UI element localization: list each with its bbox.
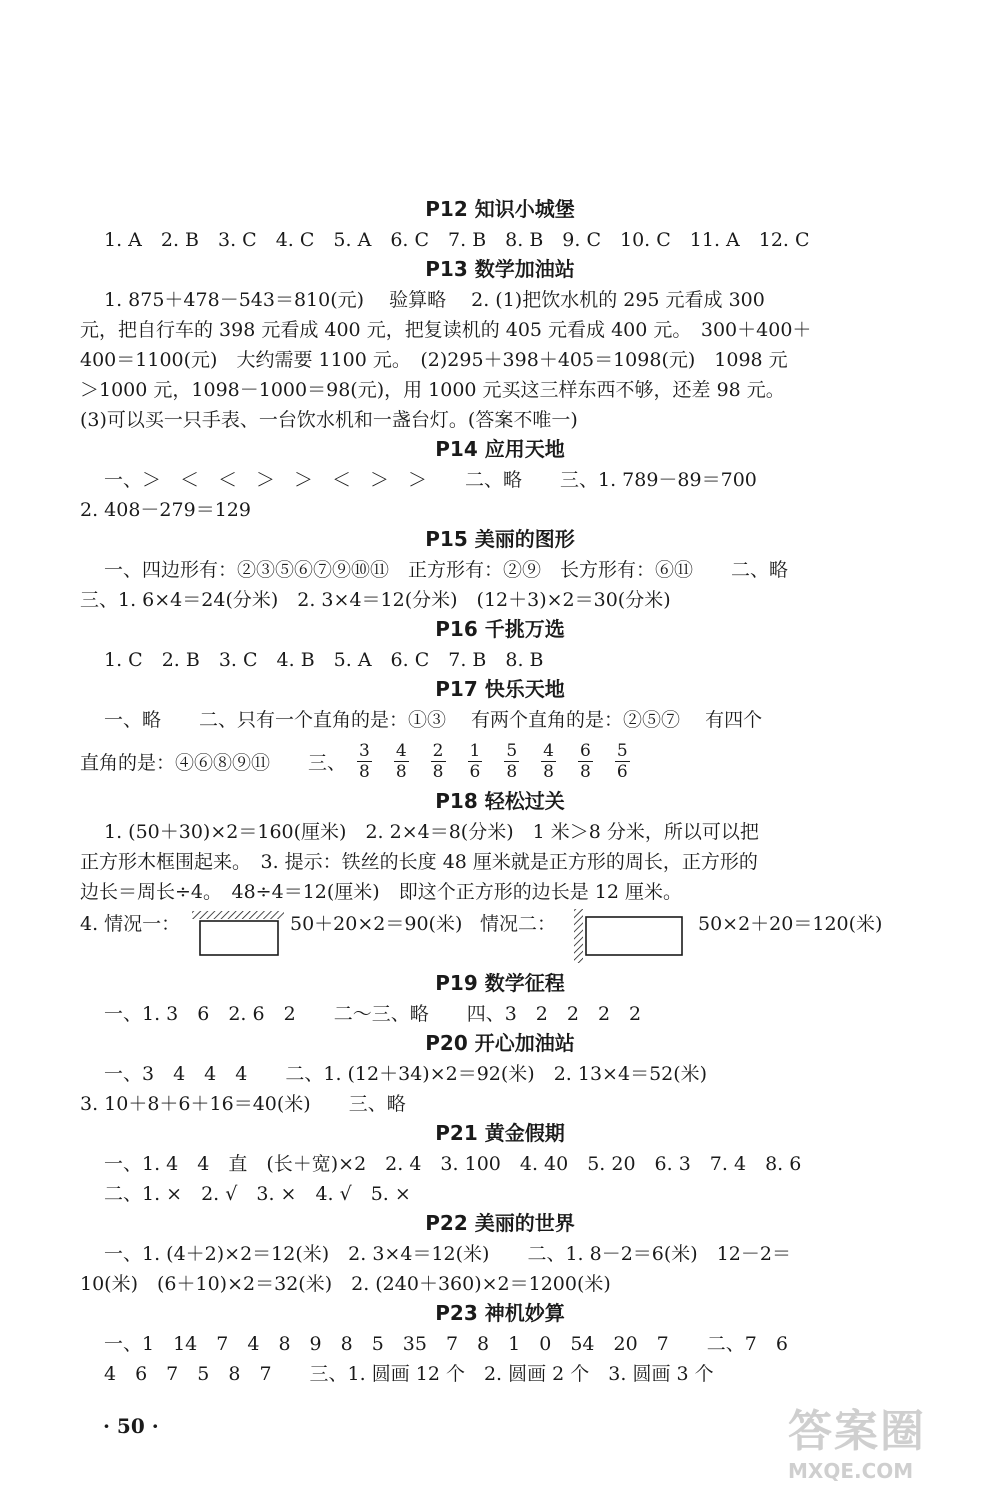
fraction-denominator: 8 (359, 761, 370, 782)
p13-line-3: 400＝1100(元) 大约需要 1100 元。 (2)295＋398＋405＝1098(元) 1098 元 (80, 349, 788, 371)
fraction (394, 741, 409, 782)
fraction-denominator: 8 (506, 761, 518, 782)
p15-line-2: 三、1. 6×4＝24(分米) 2. 3×4＝12(分米) (12＋3)×2＝30(分米) (80, 589, 671, 611)
p18-line-1: 1. (50＋30)×2＝160(厘米) 2. 2×4＝8(分米) 1 米＞8 分米，所以可以把 (104, 821, 759, 843)
rectangle-field (200, 921, 278, 955)
section-title-p15: P15 美丽的图形 (425, 527, 575, 551)
p21-line-1: 一、1. 4 4 直 (长＋宽)×2 2. 4 3. 100 4. 40 5. 20 6. 3 7. 4 8. 6 (104, 1153, 802, 1175)
section-title-p14: P14 应用天地 (435, 437, 565, 461)
fraction-denominator: 6 (616, 761, 628, 782)
section-title-p12: P12 知识小城堡 (425, 197, 575, 221)
fraction-numerator: 3 (359, 740, 370, 761)
p14-line-2: 2. 408－279＝129 (80, 499, 251, 521)
fraction-numerator: 4 (543, 740, 554, 761)
wall-hatch (574, 909, 583, 963)
fraction-denominator: 8 (395, 761, 407, 782)
section-title-p17: P17 快乐天地 (435, 677, 565, 701)
answer-content (80, 195, 920, 1389)
watermark (788, 1395, 978, 1483)
fraction-denominator: 6 (469, 761, 481, 782)
p20-line-1: 一、3 4 4 4 二、1. (12＋34)×2＝92(米) 2. 13×4＝52(米) (104, 1063, 708, 1085)
p15-line-1: 一、四边形有：②③⑤⑥⑦⑨⑩⑪ 正方形有：②⑨ 长方形有：⑥⑪ 二、略 (104, 559, 789, 581)
p21-line-2: 二、1. × 2. √ 3. × 4. √ 5. × (104, 1183, 411, 1205)
section-title-p18: P18 轻松过关 (435, 789, 565, 813)
section-title-p22: P22 美丽的世界 (425, 1211, 575, 1235)
case-2-equation: 50×2＋20＝120(米) (698, 913, 883, 935)
fraction-numerator: 5 (506, 740, 518, 761)
fraction (541, 741, 556, 782)
page-number: · 50 · (103, 1414, 159, 1438)
case-1-label: 4. 情况一： (80, 913, 181, 935)
p14-line-1: 一、＞ ＜ ＜ ＞ ＞ ＜ ＞ ＞ 二、略 三、1. 789－89＝700 (104, 469, 757, 491)
fraction-numerator: 4 (395, 740, 407, 761)
fraction (431, 741, 446, 782)
p23-line-1: 一、1 14 7 4 8 9 8 5 35 7 8 1 0 54 20 7 二、7 6 (104, 1333, 788, 1355)
p13-line-1: 1. 875＋478－543＝810(元) 验算略 2. (1)把饮水机的 295 元看成 300 (104, 289, 765, 311)
p12-line-1: 1. A 2. B 3. C 4. C 5. A 6. C 7. B 8. B 9. C 10. C 11. A 12. C (104, 229, 810, 251)
p17-line-1: 一、略 二、只有一个直角的是：①③ 有两个直角的是：②⑤⑦ 有四个 (104, 709, 763, 731)
fraction-numerator: 6 (579, 740, 591, 761)
p13-line-5: (3)可以买一只手表、一台饮水机和一盏台灯。(答案不唯一) (80, 409, 578, 431)
p17-line-2 (80, 735, 920, 787)
section-title-p16: P16 千挑万选 (435, 617, 565, 641)
fraction-numerator: 2 (432, 740, 444, 761)
p18-line-3: 边长＝周长÷4。 48÷4＝12(厘米) 即这个正方形的边长是 12 厘米。 (80, 881, 682, 903)
section-title-p20: P20 开心加油站 (425, 1031, 575, 1055)
p18-line-2: 正方形木框围起来。 3. 提示：铁丝的长度 48 厘米就是正方形的周长，正方形的 (80, 851, 758, 873)
p13-line-4: ＞1000 元，1098－1000＝98(元)，用 1000 元买这三样东西不够，还差 98 元。 (80, 379, 785, 401)
case-1-equation: 50＋20×2＝90(米) (290, 913, 463, 935)
fraction (504, 741, 519, 782)
p16-line-1: 1. C 2. B 3. C 4. B 5. A 6. C 7. B 8. B (104, 649, 544, 671)
section-title-p19: P19 数学征程 (435, 971, 565, 995)
p22-line-2: 10(米) (6＋10)×2＝32(米) 2. (240＋360)×2＝1200(米) (80, 1273, 611, 1295)
case-2-diagram (570, 907, 688, 967)
watermark-url: MXQE.COM (788, 1459, 914, 1483)
section-title-p21: P21 黄金假期 (435, 1121, 565, 1145)
section-title-p13: P13 数学加油站 (425, 257, 575, 281)
section-title-p23: P23 神机妙算 (435, 1301, 565, 1325)
fraction-denominator: 8 (432, 761, 444, 782)
fraction-numerator: 1 (469, 740, 481, 761)
p20-line-2: 3. 10＋8＋6＋16＝40(米) 三、略 (80, 1093, 406, 1115)
p18-line-4 (80, 907, 920, 969)
fraction (615, 741, 630, 782)
fraction-denominator: 8 (543, 761, 554, 782)
p22-line-1: 一、1. (4＋2)×2＝12(米) 2. 3×4＝12(米) 二、1. 8－2＝6(米) 12－2＝ (104, 1243, 791, 1265)
case-1-diagram (188, 909, 288, 961)
fraction (468, 741, 483, 782)
p23-line-2: 4 6 7 5 8 7 三、1. 圆画 12 个 2. 圆画 2 个 3. 圆画 3 个 (104, 1363, 714, 1385)
p13-line-2: 元，把自行车的 398 元看成 400 元，把复读机的 405 元看成 400 元。 300＋400＋ (80, 319, 812, 341)
p19-line-1: 一、1. 3 6 2. 6 2 二～三、略 四、3 2 2 2 2 (104, 1003, 642, 1025)
wall-hatch (192, 911, 284, 919)
case-2-label: 情况二： (480, 913, 557, 935)
fraction (357, 741, 372, 782)
watermark-logo: 答案圈 (788, 1406, 926, 1457)
fraction-denominator: 8 (579, 761, 591, 782)
p17-line-2-prefix: 直角的是：④⑥⑧⑨⑪ 三、 (80, 751, 347, 774)
fraction-numerator: 5 (616, 740, 628, 761)
rectangle-field (586, 917, 682, 955)
fraction (578, 741, 593, 782)
